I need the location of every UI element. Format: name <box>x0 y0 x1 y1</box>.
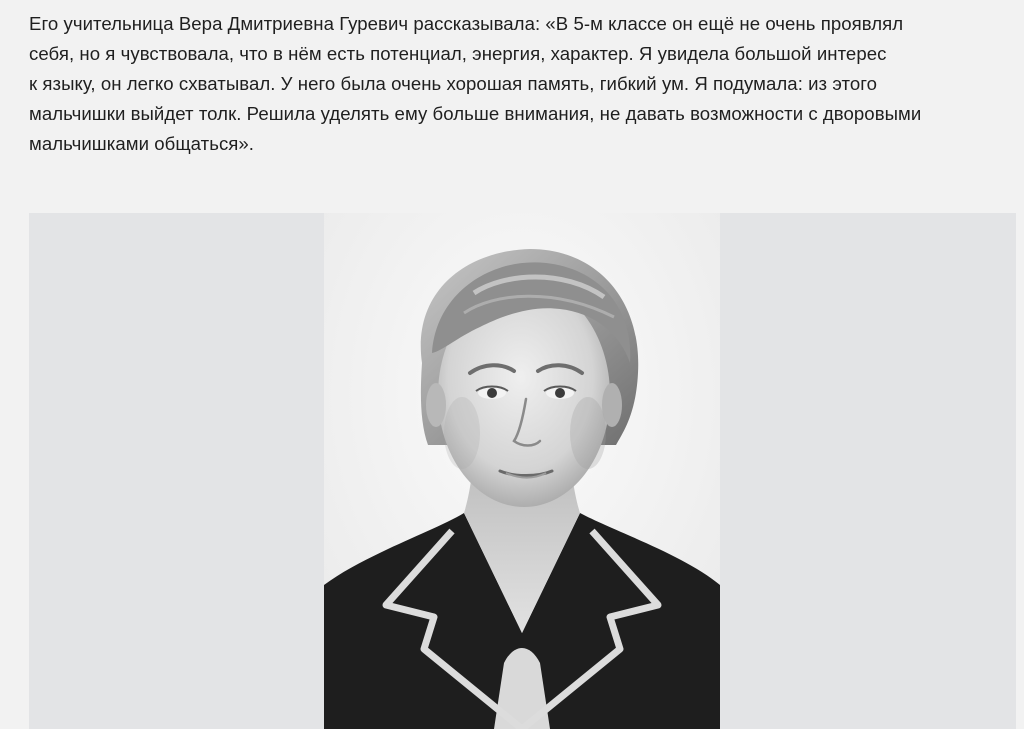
paragraph-line-4: мальчишки выйдет толк. Решила уделять ему больше внимания, не давать возможности с дворовыми <box>29 103 922 124</box>
paragraph-line-3: к языку, он легко схватывал. У него была очень хорошая память, гибкий ум. Я подумала: из этого <box>29 73 878 94</box>
paragraph-line-5: мальчишками общаться». <box>29 133 255 154</box>
paragraph-line-2: себя, но я чувствовала, что в нём есть потенциал, энергия, характер. Я увидела большой интерес <box>29 43 887 64</box>
paragraph-line-1: Его учительница Вера Дмитриевна Гуревич рассказывала: «В 5-м классе он ещё не очень проявлял <box>29 13 904 34</box>
figure-container <box>29 213 1016 729</box>
portrait-photo-icon <box>324 213 720 729</box>
portrait-photo[interactable] <box>324 213 720 729</box>
article-paragraph <box>29 9 1004 159</box>
